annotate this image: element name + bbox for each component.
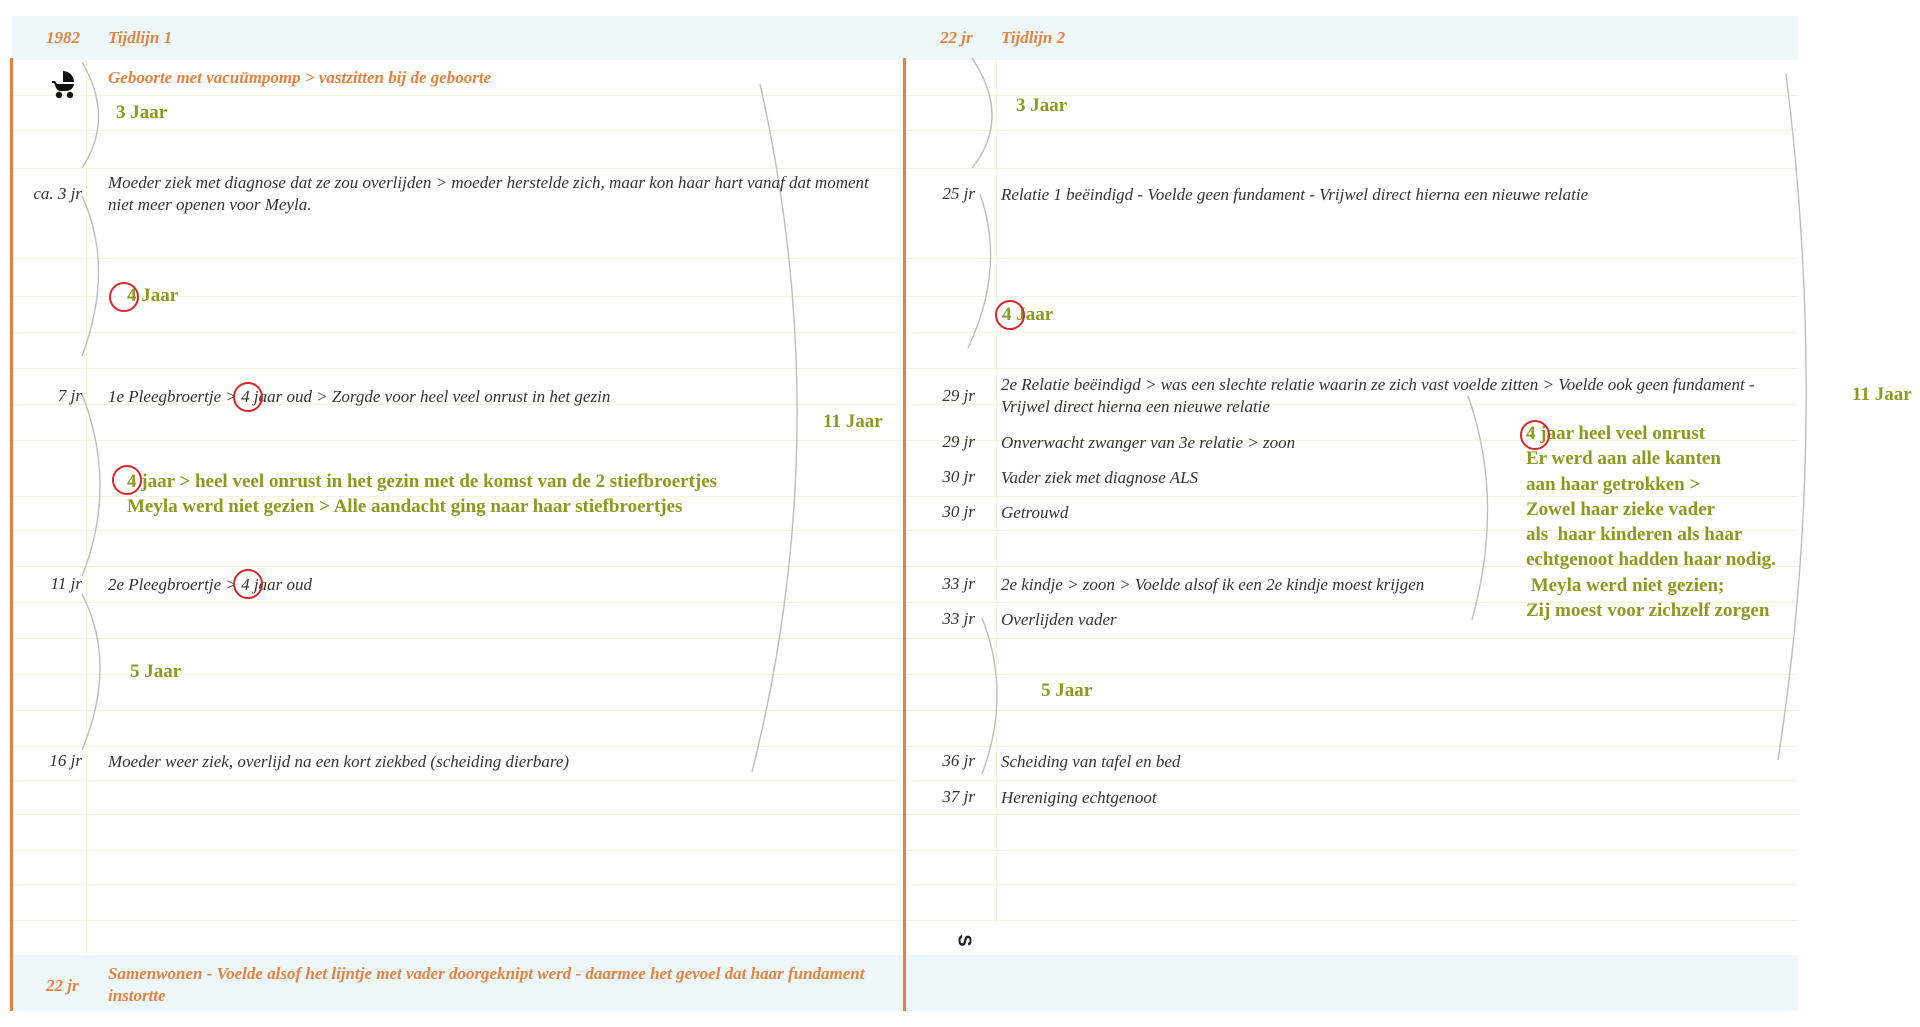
highlight-circle <box>233 382 263 412</box>
left-birth-event: Geboorte met vacuümpomp > vastzitten bij de geboorte <box>108 68 492 87</box>
right-row-age: 29 jr <box>942 432 975 451</box>
left-row-text: 1e Pleegbroertje > 4 jaar oud > Zorgde voor heel veel onrust in het gezin <box>108 387 611 406</box>
left-note-line-2: Meyla werd niet gezien > Alle aandacht ging naar haar stiefbroertjes <box>127 496 683 517</box>
left-row-age: 16 jr <box>49 751 82 770</box>
left-span-4-jaar: 4 Jaar <box>127 285 179 306</box>
left-header-year: 1982 <box>46 28 80 47</box>
highlight-circle <box>112 465 142 495</box>
left-header-title: Tijdlijn 1 <box>108 28 173 47</box>
left-row-text: 2e Pleegbroertje > 4 jaar oud <box>108 575 312 594</box>
right-span-4-jaar: 4 Jaar <box>1002 304 1054 325</box>
left-note-line-1: 4 jaar > heel veel onrust in het gezin met de komst van de 2 stiefbroertjes <box>127 471 718 492</box>
left-footer-age: 22 jr <box>46 976 79 995</box>
left-row-age: ca. 3 jr <box>33 184 82 203</box>
right-row-age: 33 jr <box>942 574 975 593</box>
right-row-text: 2e kindje > zoon > Voelde alsof ik een 2e kindje moest krijgen <box>1001 575 1425 594</box>
right-span-11-jaar: 11 Jaar <box>1852 384 1912 405</box>
highlight-circle <box>233 569 263 599</box>
left-row-age: 7 jr <box>57 386 82 405</box>
right-span-5-jaar: 5 Jaar <box>1041 680 1093 701</box>
highlight-circle <box>109 282 139 312</box>
left-row-age: 11 jr <box>50 574 82 593</box>
highlight-circle <box>1520 420 1550 450</box>
left-row-text: Moeder weer ziek, overlijd na een kort ziekbed (scheiding dierbare) <box>108 752 570 771</box>
right-row-text: Overlijden vader <box>1001 610 1117 629</box>
right-header-title: Tijdlijn 2 <box>1001 28 1066 47</box>
right-row-text: Scheiding van tafel en bed <box>1001 752 1181 771</box>
right-header-year: 22 jr <box>940 28 973 47</box>
right-row-age: 30 jr <box>942 467 975 486</box>
left-span-5-jaar: 5 Jaar <box>130 661 182 682</box>
right-row-text: 2e Relatie beëindigd > was een slechte relatie waarin ze zich vast voelde zitten > Voelde ook geen fundament - Vrijwel direct hierna een nieuwe relatie <box>1001 375 1755 416</box>
right-span-3-jaar: 3 Jaar <box>1016 95 1068 116</box>
right-row-age: 25 jr <box>942 184 975 203</box>
right-note: 4 jaar heel veel onrust Er werd aan alle kanten aan haar getrokken > Zowel haar zieke vader als haar kinderen als haar echtgenoot hadden haar nodig. Meyla werd niet gezien; Zij moest voor zichzelf zorgen <box>1526 423 1776 622</box>
right-row-text: Vader ziek met diagnose ALS <box>1001 468 1199 487</box>
left-span-3-jaar: 3 Jaar <box>116 102 168 123</box>
left-footer-text: Samenwonen - Voelde alsof het lijntje met vader doorgeknipt werd - daarmee het gevoel dat haar fundament instortte <box>108 964 865 1005</box>
right-row-age: 30 jr <box>942 502 975 521</box>
left-row-text: Moeder ziek met diagnose dat ze zou overlijden > moeder herstelde zich, maar kon haar hart vanaf dat moment niet meer openen voor Meyla. <box>108 173 869 214</box>
baby-carriage-icon <box>48 68 80 100</box>
right-row-text: Hereniging echtgenoot <box>1001 788 1157 807</box>
right-row-text: Getrouwd <box>1001 503 1069 522</box>
right-row-age: 37 jr <box>942 787 975 806</box>
rotated-s-glyph: S <box>954 934 975 947</box>
right-row-age: 33 jr <box>942 609 975 628</box>
right-row-text: Relatie 1 beëindigd - Voelde geen fundament - Vrijwel direct hierna een nieuwe relatie <box>1001 185 1589 204</box>
right-row-text: Onverwacht zwanger van 3e relatie > zoon <box>1001 433 1296 452</box>
right-row-age: 29 jr <box>942 386 975 405</box>
right-row-age: 36 jr <box>942 751 975 770</box>
left-span-11-jaar: 11 Jaar <box>823 411 883 432</box>
highlight-circle <box>995 300 1025 330</box>
